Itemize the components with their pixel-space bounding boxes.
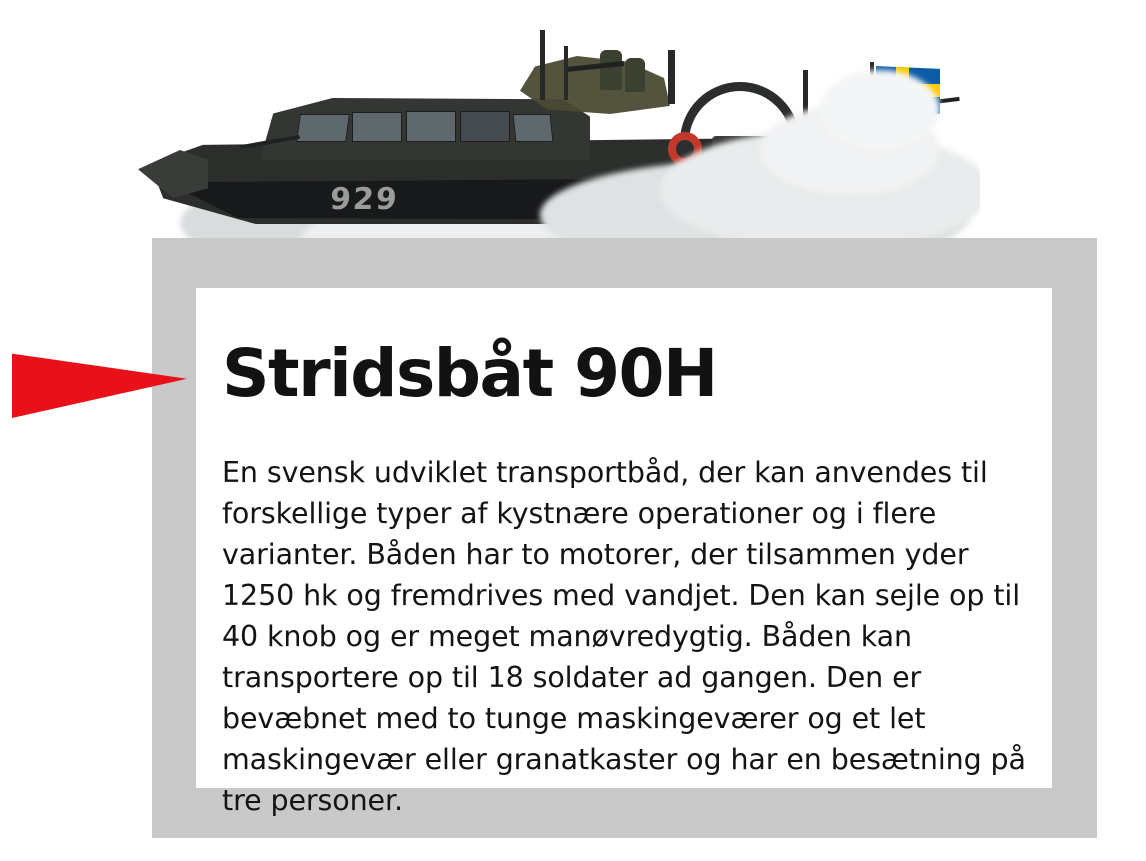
hull-number: 929 [328, 182, 400, 217]
antenna-mast [564, 46, 568, 100]
antenna-mast [668, 50, 675, 104]
cabin-window [406, 111, 456, 142]
cabin-window [352, 112, 402, 142]
boat-bow-ramp [138, 150, 208, 198]
cabin-window [296, 114, 350, 142]
description-text: En svensk udviklet transportbåd, der kan anvendes til forskellige typer af kystnære operationer og i flere varianter. Båden har to motorer, der tilsammen yder 1250 hk og fremdrives med vandjet. Den kan sejle op til 40 knob og er meget manøvredygtig. Båden kan transportere op til 18 soldater ad gangen. Den er bevæbnet med to tunge maskingeværer og et let maskingevær eller granatkaster og har en besætning på tre personer. [222, 456, 1026, 817]
page-title: Stridsbåt 90H [222, 335, 717, 412]
antenna-mast [540, 30, 545, 100]
soldier-figure [625, 58, 645, 92]
water-spray [820, 70, 940, 150]
cabin-window [460, 111, 510, 142]
soldier-figure [600, 50, 622, 90]
cabin-window [513, 114, 554, 142]
